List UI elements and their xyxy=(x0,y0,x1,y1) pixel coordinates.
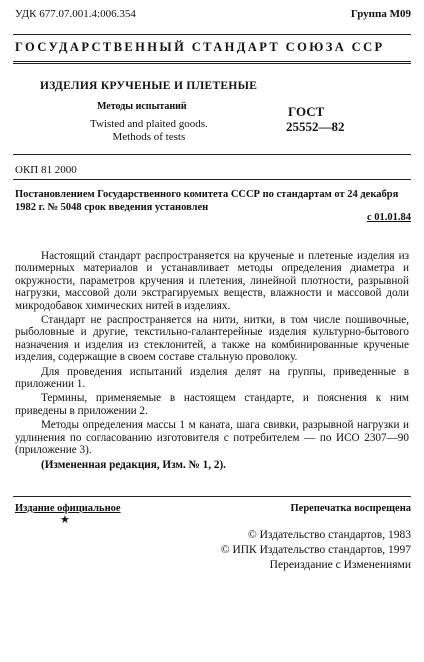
reissue-note: Переиздание с Изменениями xyxy=(269,559,411,571)
copyright-1983: © Издательство стандартов, 1983 xyxy=(247,529,411,541)
paragraph-groups: Для проведения испытаний изделия делят на группы, приведенные в приложении 1. xyxy=(15,365,409,391)
standard-title: ГОСУДАРСТВЕННЫЙ СТАНДАРТ СОЮЗА ССР xyxy=(15,40,385,54)
star-icon: ★ xyxy=(60,514,70,526)
paragraph-scope: Настоящий стандарт распространяется на крученые и плетеные изделия из полимерных материалов и устанавливает методы определения диаметра и окружности, параметров кручения и плетения, линейной плотности, разрывной нагрузки, массовой доли экстрагируемых веществ, влажности и массовой доли микродобавок химических нитей в изделиях. xyxy=(15,250,409,312)
english-title xyxy=(90,118,208,144)
document-subtitle: Методы испытаний xyxy=(97,101,187,112)
amendment-note: (Измененная редакция, Изм. № 1, 2). xyxy=(41,458,226,471)
okp-code: ОКП 81 2000 xyxy=(15,164,77,176)
official-edition: Издание официальное xyxy=(15,503,121,514)
gost-label: ГОСТ xyxy=(288,104,325,119)
header-rule-2 xyxy=(13,63,411,64)
footer-rule xyxy=(13,496,411,497)
gost-number: 25552—82 xyxy=(286,119,345,134)
english-title-line2: Methods of tests xyxy=(112,131,186,143)
title-rule xyxy=(13,154,411,155)
paragraph-terms: Термины, применяемые в настоящем стандарте, и пояснения к ним приведены в приложении 2. xyxy=(15,392,409,417)
okp-rule xyxy=(13,179,411,180)
paragraph-methods: Методы определения массы 1 м каната, шага свивки, разрывной нагрузки и удлинения по согласованию изготовителя с потребителем — по ИСО 2307—90 (приложение 3). xyxy=(15,419,409,457)
header-rule-1 xyxy=(13,61,411,62)
effective-date: с 01.01.84 xyxy=(366,212,411,223)
body-text xyxy=(15,250,409,471)
top-rule xyxy=(13,34,411,35)
udk-code: УДК 677.07.001.4:006.354 xyxy=(15,8,136,20)
group-code: Группа М09 xyxy=(350,8,411,20)
document-title: ИЗДЕЛИЯ КРУЧЕНЫЕ И ПЛЕТЕНЫЕ xyxy=(40,80,258,92)
english-title-line1: Twisted and plaited goods. xyxy=(90,118,208,130)
decree-text: Постановлением Государственного комитета СССР по стандартам от 24 декабря 1982 г. № 5048 срок введения установлен xyxy=(15,189,399,213)
reprint-notice: Перепечатка воспрещена xyxy=(290,503,411,514)
paragraph-exclusions: Стандарт не распространяется на нити, нитки, в том числе пошивочные, рыболовные и другие, текстильно-галантерейные изделия культурно-бытового назначения и изделия из стеклонитей, а также на комбинированные крученые изделия, содержащие в своем составе стальную проволоку. xyxy=(15,314,409,364)
copyright-1997: © ИПК Издательство стандартов, 1997 xyxy=(220,544,411,556)
